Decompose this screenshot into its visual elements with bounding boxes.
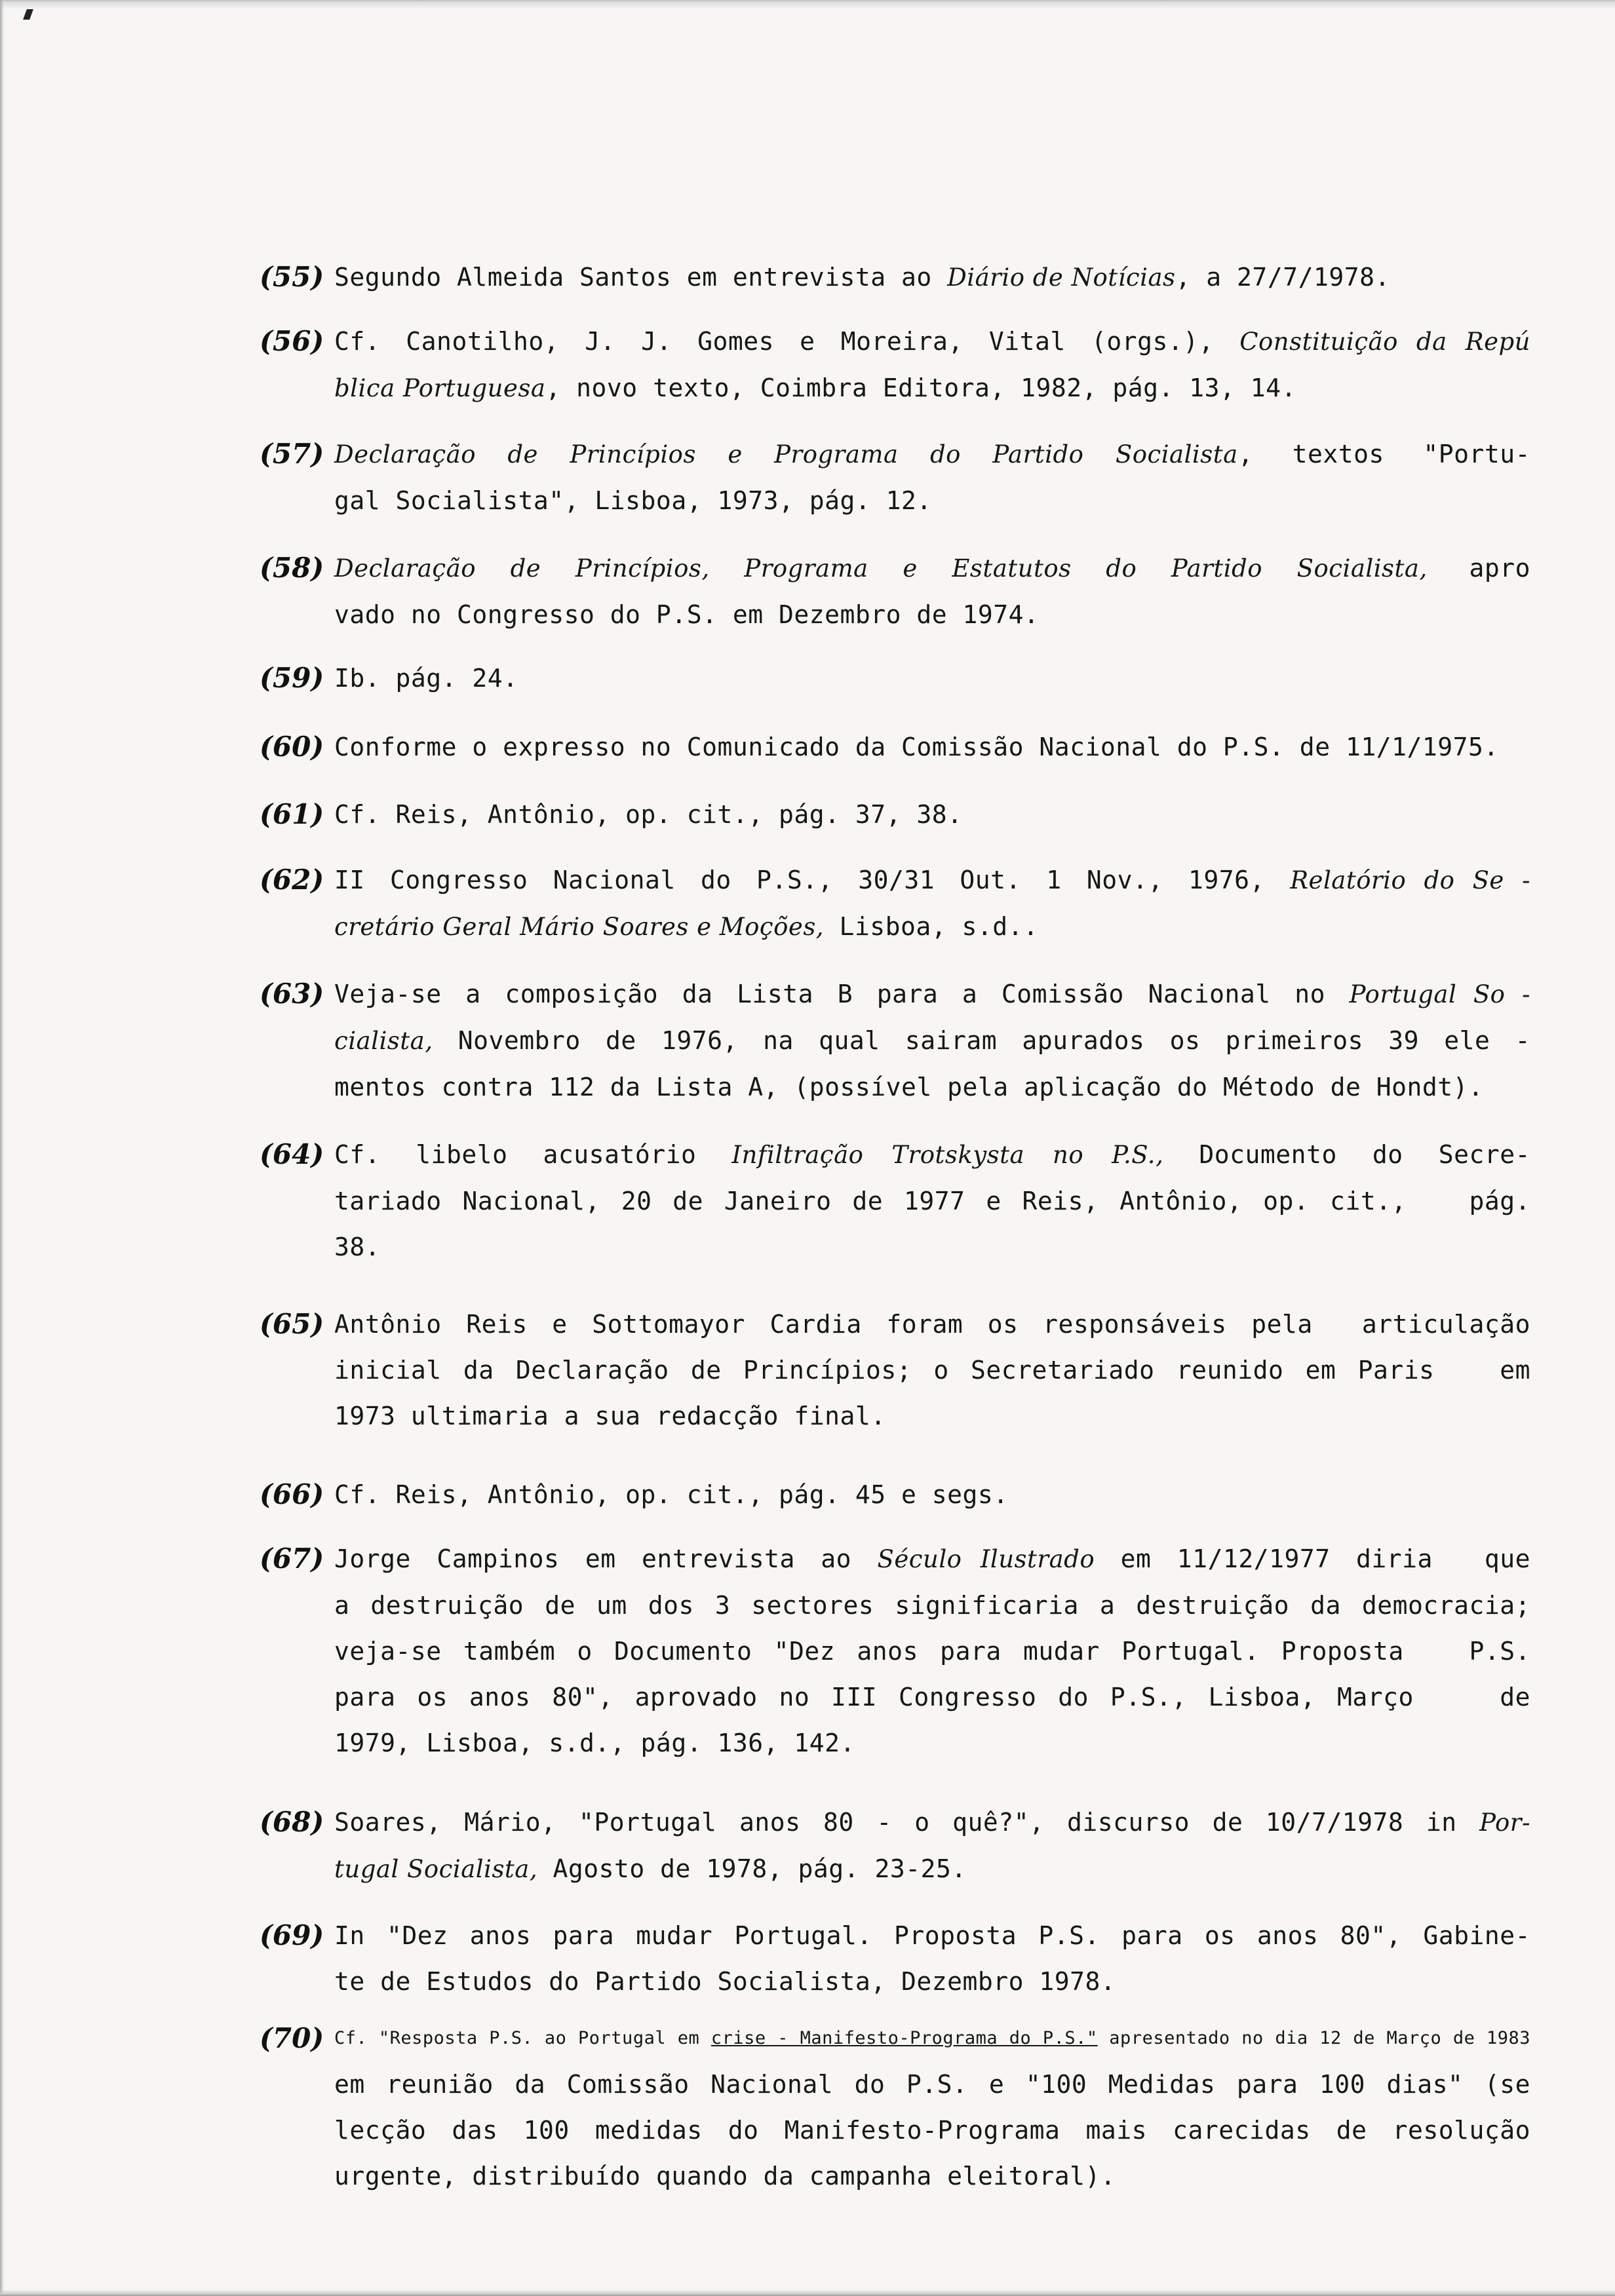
plain-text: , a 27/7/1978. xyxy=(1175,263,1390,292)
plain-text: 1979, Lisboa, s.d., pág. 136, 142. xyxy=(334,1729,855,1757)
footnote-line xyxy=(334,1018,1530,1064)
plain-text: lecção das 100 medidas do Manifesto-Programa mais carecidas de resolução xyxy=(334,2116,1530,2145)
footnote-number: (68) xyxy=(260,1806,324,1838)
footnote-line xyxy=(334,1582,1530,1628)
plain-text: tariado Nacional, 20 de Janeiro de 1977 e Reis, Antônio, op. cit., pág. xyxy=(334,1187,1530,1215)
italic-title: tugal Socialista, xyxy=(334,1855,538,1883)
plain-text: Cf. libelo acusatório xyxy=(334,1140,732,1169)
footnote-number: (57) xyxy=(260,438,324,470)
footnote-line xyxy=(334,478,1530,524)
plain-text: mentos contra 112 da Lista A, (possível pela aplicação do Método de Hondt). xyxy=(334,1073,1484,1101)
footnote-number: (70) xyxy=(260,2022,324,2054)
italic-title: Declaração de Princípios e Programa do Partido Socialista xyxy=(334,440,1238,469)
footnote-text xyxy=(334,1536,1530,1766)
footnote-number: (65) xyxy=(260,1308,324,1340)
footnote-line xyxy=(334,254,1530,301)
footnote-text xyxy=(334,1132,1530,1270)
italic-title: Portugal So - xyxy=(1349,980,1530,1008)
footnote-line xyxy=(334,318,1530,365)
italic-title: Diário de Notícias xyxy=(947,263,1176,292)
plain-text: Jorge Campinos em entrevista ao xyxy=(334,1544,878,1573)
plain-text: Novembro de 1976, na qual sairam apurados os primeiros 39 ele - xyxy=(433,1026,1530,1055)
footnote-line xyxy=(334,365,1530,411)
footnote-text xyxy=(334,431,1530,524)
footnote-line xyxy=(334,1674,1530,1720)
footnote-line xyxy=(334,1178,1530,1224)
footnote-text xyxy=(334,1799,1530,1892)
plain-text: , novo texto, Coimbra Editora, 1982, pág. 13, 14. xyxy=(545,373,1296,402)
plain-text: Ib. pág. 24. xyxy=(334,664,518,693)
scan-corner-mark xyxy=(23,9,33,20)
footnote-line xyxy=(334,1064,1530,1110)
footnote-line xyxy=(334,1472,1530,1518)
footnote-line xyxy=(334,1628,1530,1674)
footnote-number: (63) xyxy=(260,978,324,1010)
footnote-line xyxy=(334,1913,1530,1959)
italic-title: Século Ilustrado xyxy=(877,1545,1095,1573)
footnote-line xyxy=(334,1347,1530,1393)
footnote-text xyxy=(334,971,1530,1110)
plain-text: Agosto de 1978, pág. 23-25. xyxy=(537,1854,967,1883)
plain-text: te de Estudos do Partido Socialista, Dezembro 1978. xyxy=(334,1967,1116,1996)
italic-title: blica Portuguesa xyxy=(334,374,546,402)
plain-text: In "Dez anos para mudar Portugal. Proposta P.S. para os anos 80", Gabine- xyxy=(334,1921,1530,1950)
footnote-number: (59) xyxy=(260,662,324,694)
plain-text: Cf. "Resposta P.S. ao Portugal em xyxy=(334,2028,711,2048)
footnote-line xyxy=(334,2061,1530,2107)
scan-top-edge xyxy=(0,0,1615,9)
plain-text: Segundo Almeida Santos em entrevista ao xyxy=(334,263,948,292)
footnote-text xyxy=(334,857,1530,950)
footnote-line xyxy=(334,1846,1530,1892)
plain-text: gal Socialista", Lisboa, 1973, pág. 12. xyxy=(334,486,932,515)
footnote-line xyxy=(334,1799,1530,1846)
plain-text: 1973 ultimaria a sua redacção final. xyxy=(334,1402,886,1430)
plain-text: urgente, distribuído quando da campanha eleitoral). xyxy=(334,2162,1116,2191)
footnote-line xyxy=(334,971,1530,1018)
footnote-text xyxy=(334,724,1530,770)
footnote-line xyxy=(334,655,1530,701)
plain-text: apro xyxy=(1427,554,1530,583)
plain-text: , textos "Portu- xyxy=(1237,440,1531,469)
footnote-text xyxy=(334,545,1530,638)
italic-title: Infiltração Trotskysta no P.S., xyxy=(731,1141,1164,1169)
italic-title: Relatório do Se - xyxy=(1290,866,1530,894)
footnote-line xyxy=(334,1132,1530,1178)
footnote-number: (56) xyxy=(260,325,324,357)
italic-title: Por- xyxy=(1479,1808,1530,1837)
plain-text: vado no Congresso do P.S. em Dezembro de 1974. xyxy=(334,600,1040,629)
plain-text: Cf. Reis, Antônio, op. cit., pág. 45 e segs. xyxy=(334,1480,1009,1509)
footnote-line xyxy=(334,904,1530,950)
footnote-text xyxy=(334,1913,1530,2004)
plain-text: para os anos 80", aprovado no III Congresso do P.S., Lisboa, Março de xyxy=(334,1683,1530,1712)
plain-text: II Congresso Nacional do P.S., 30/31 Out. 1 Nov., 1976, xyxy=(334,866,1291,894)
footnote-line xyxy=(334,857,1530,904)
footnote-line xyxy=(334,592,1530,638)
footnote-number: (60) xyxy=(260,731,324,763)
scan-bottom-edge xyxy=(0,2289,1615,2296)
footnote-line xyxy=(334,1720,1530,1766)
footnote-line xyxy=(334,1301,1530,1347)
plain-text: apresentado no dia 12 de Março de 1983 xyxy=(1097,2028,1530,2048)
footnote-text xyxy=(334,254,1530,301)
footnote-line xyxy=(334,545,1530,592)
plain-text: Soares, Mário, "Portugal anos 80 - o quê?", discurso de 10/7/1978 in xyxy=(334,1808,1480,1837)
plain-text: Conforme o expresso no Comunicado da Comissão Nacional do P.S. de 11/1/1975. xyxy=(334,733,1499,761)
plain-text: Documento do Secre- xyxy=(1163,1140,1530,1169)
plain-text: inicial da Declaração de Princípios; o Secretariado reunido em Paris em xyxy=(334,1356,1530,1385)
footnote-text xyxy=(334,2016,1530,2199)
footnote-number: (64) xyxy=(260,1138,324,1170)
plain-text: a destruição de um dos 3 sectores significaria a destruição da democracia; xyxy=(334,1591,1530,1620)
plain-text: Lisboa, s.d.. xyxy=(824,912,1039,941)
footnote-line xyxy=(334,1536,1530,1582)
footnote-line xyxy=(334,2107,1530,2153)
footnote-number: (58) xyxy=(260,552,324,584)
footnote-text xyxy=(334,792,1530,837)
plain-text: em reunião da Comissão Nacional do P.S. e "100 Medidas para 100 dias" (se xyxy=(334,2070,1530,2099)
scan-left-edge xyxy=(0,0,4,2296)
inserted-text: crise - Manifesto-Programa do P.S." xyxy=(710,2028,1098,2048)
footnote-line xyxy=(334,2016,1530,2061)
footnote-text xyxy=(334,1472,1530,1518)
italic-title: cretário Geral Mário Soares e Moções, xyxy=(334,913,825,941)
plain-text: Antônio Reis e Sottomayor Cardia foram os responsáveis pela articulação xyxy=(334,1310,1530,1339)
plain-text: 38. xyxy=(334,1233,381,1261)
footnote-line xyxy=(334,1224,1530,1270)
italic-title: cialista, xyxy=(334,1027,433,1055)
plain-text: veja-se também o Documento "Dez anos para mudar Portugal. Proposta P.S. xyxy=(334,1637,1530,1666)
footnote-text xyxy=(334,1301,1530,1439)
footnote-line xyxy=(334,724,1530,770)
footnote-number: (61) xyxy=(260,798,324,830)
footnote-line xyxy=(334,2153,1530,2199)
footnote-number: (55) xyxy=(260,261,324,293)
footnote-line xyxy=(334,1393,1530,1439)
plain-text: Veja-se a composição da Lista B para a Comissão Nacional no xyxy=(334,980,1350,1008)
footnote-number: (69) xyxy=(260,1919,324,1951)
footnote-line xyxy=(334,792,1530,837)
plain-text: em 11/12/1977 diria que xyxy=(1095,1544,1530,1573)
italic-title: Declaração de Princípios, Programa e Estatutos do Partido Socialista, xyxy=(334,554,1428,583)
footnote-number: (66) xyxy=(260,1478,324,1510)
plain-text: Cf. Reis, Antônio, op. cit., pág. 37, 38. xyxy=(334,800,963,829)
italic-title: Constituição da Repú xyxy=(1239,328,1531,356)
footnote-text xyxy=(334,318,1530,411)
footnote-number: (67) xyxy=(260,1542,324,1575)
footnote-text xyxy=(334,655,1530,701)
plain-text: Cf. Canotilho, J. J. Gomes e Moreira, Vital (orgs.), xyxy=(334,327,1240,356)
footnote-line xyxy=(334,431,1530,478)
footnote-number: (62) xyxy=(260,864,324,896)
footnote-line xyxy=(334,1959,1530,2004)
